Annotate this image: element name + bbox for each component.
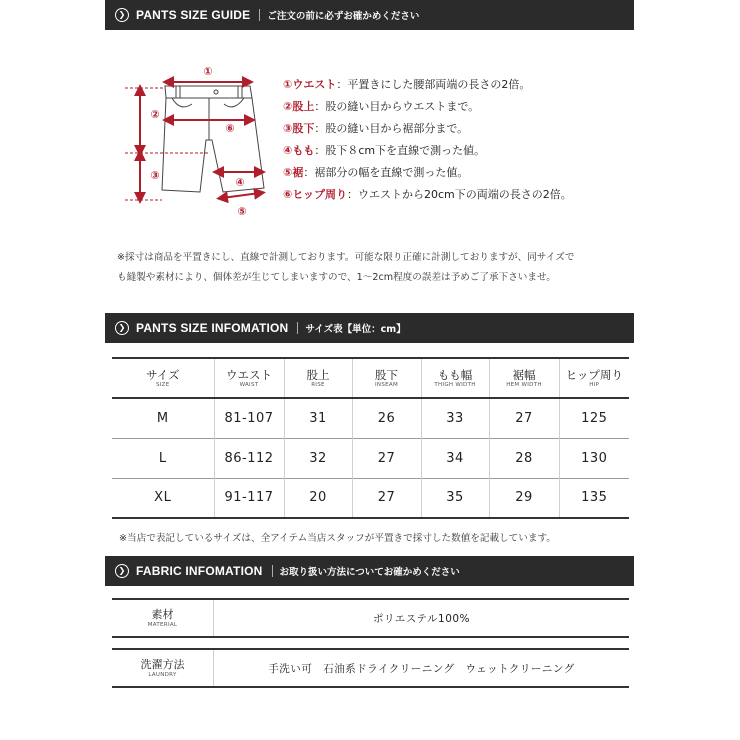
measurement-guide-list (283, 74, 572, 206)
column-header: 裾幅 HEM WIDTH (489, 358, 559, 398)
pants-measurement-diagram (120, 60, 280, 225)
pants-size-info-header (105, 313, 634, 343)
size-table (112, 357, 629, 519)
divider (272, 565, 273, 577)
hip-cell: 135 (559, 478, 629, 518)
inseam-cell: 26 (352, 398, 421, 438)
fabric-info-header (105, 556, 634, 586)
note-line: も縫製や素材により、個体差が生じてしまいますので、1〜2cm程度の誤差は予めご了承下さいませ。 (117, 272, 556, 283)
rise-cell: 32 (284, 438, 352, 478)
waist-cell: 86-112 (214, 438, 284, 478)
fabric-value: 手洗い可 石油系ドライクリーニング ウェットクリーニング (268, 662, 575, 675)
guide-label: ⑤裾 (283, 166, 304, 179)
guide-text: ：裾部分の幅を直線で測った値。 (303, 166, 469, 179)
hip-cell: 125 (559, 398, 629, 438)
section-subtitle: お取り扱い方法についてお確かめください (279, 567, 460, 578)
column-header: 股上 RISE (284, 358, 352, 398)
guide-label: ③股下 (283, 122, 315, 135)
size-cell: M (156, 410, 169, 426)
guide-text: ：股の縫い目から裾部分まで。 (314, 122, 469, 135)
table-row (112, 478, 629, 518)
section-title: FABRIC INFOMATION (136, 564, 263, 578)
hem-cell: 28 (489, 438, 559, 478)
fabric-key-jp: 素材 (151, 608, 174, 621)
guide-label: ①ウエスト (283, 78, 337, 91)
guide-text: ：股の縫い目からウエストまで。 (314, 100, 480, 113)
hem-cell: 29 (489, 478, 559, 518)
chevron-right-icon: ❯ (115, 564, 129, 578)
rise-cell: 31 (284, 398, 352, 438)
size-note: ※当店で表記しているサイズは、全アイテム当店スタッフが平置きで採寸した数値を記載しています。 (119, 533, 556, 544)
fabric-key-jp: 洗濯方法 (140, 658, 185, 671)
thigh-cell: 33 (421, 398, 489, 438)
hip-cell: 130 (559, 438, 629, 478)
inseam-cell: 27 (352, 478, 421, 518)
fabric-key (112, 650, 214, 686)
fabric-key-en: MATERIAL (147, 622, 178, 628)
table-header-row (112, 358, 629, 398)
fabric-key-en: LAUNDRY (148, 672, 177, 678)
guide-item (283, 184, 572, 206)
guide-label: ④もも (283, 144, 315, 157)
fabric-key (112, 600, 214, 636)
marker-3: ③ (150, 169, 160, 182)
marker-2: ② (150, 108, 160, 121)
guide-label: ⑥ヒップ周り (283, 188, 347, 201)
section-title: PANTS SIZE GUIDE (136, 8, 251, 22)
thigh-cell: 35 (421, 478, 489, 518)
column-header: もも幅 THIGH WIDTH (421, 358, 489, 398)
section-subtitle: サイズ表【単位：cm】 (305, 324, 406, 335)
measurement-note (117, 248, 632, 288)
waist-cell: 81-107 (214, 398, 284, 438)
marker-6: ⑥ (225, 122, 235, 135)
inseam-cell: 27 (352, 438, 421, 478)
table-row (112, 438, 629, 478)
fabric-row-laundry (112, 648, 629, 688)
fabric-row-material (112, 598, 629, 638)
column-header: 股下 INSEAM (352, 358, 421, 398)
guide-item (283, 162, 572, 184)
note-line: ※採寸は商品を平置きにし、直線で計測しております。可能な限り正確に計測しておりますが、同サイズで (117, 252, 575, 263)
divider (297, 322, 298, 334)
marker-5: ⑤ (237, 205, 247, 218)
waist-cell: 91-117 (214, 478, 284, 518)
guide-item (283, 140, 572, 162)
guide-text: ：股下８cm下を直線で測った値。 (314, 144, 486, 157)
table-row (112, 398, 629, 438)
thigh-cell: 34 (421, 438, 489, 478)
column-header: ウエスト WAIST (214, 358, 284, 398)
column-header: ヒップ周り HIP (559, 358, 629, 398)
pants-size-guide-header (105, 0, 634, 30)
guide-item (283, 74, 572, 96)
divider (259, 9, 260, 21)
section-title: PANTS SIZE INFOMATION (136, 321, 289, 335)
guide-label: ②股上 (283, 100, 315, 113)
section-subtitle: ご注文の前に必ずお確かめください (267, 11, 420, 22)
guide-item (283, 118, 572, 140)
guide-text: ：ウエストから20cm下の両端の長さの2倍。 (346, 188, 572, 201)
size-cell: XL (154, 490, 172, 506)
guide-text: ：平置きにした腰部両端の長さの2倍。 (336, 78, 531, 91)
shorts-illustration (120, 60, 280, 225)
rise-cell: 20 (284, 478, 352, 518)
chevron-right-icon: ❯ (115, 8, 129, 22)
marker-1: ① (203, 65, 213, 78)
guide-item (283, 96, 572, 118)
size-cell: L (158, 450, 167, 466)
marker-4: ④ (235, 176, 245, 189)
fabric-value: ポリエステル100% (372, 612, 471, 625)
column-header: サイズ SIZE (145, 368, 180, 388)
hem-cell: 27 (489, 398, 559, 438)
chevron-right-icon: ❯ (115, 321, 129, 335)
